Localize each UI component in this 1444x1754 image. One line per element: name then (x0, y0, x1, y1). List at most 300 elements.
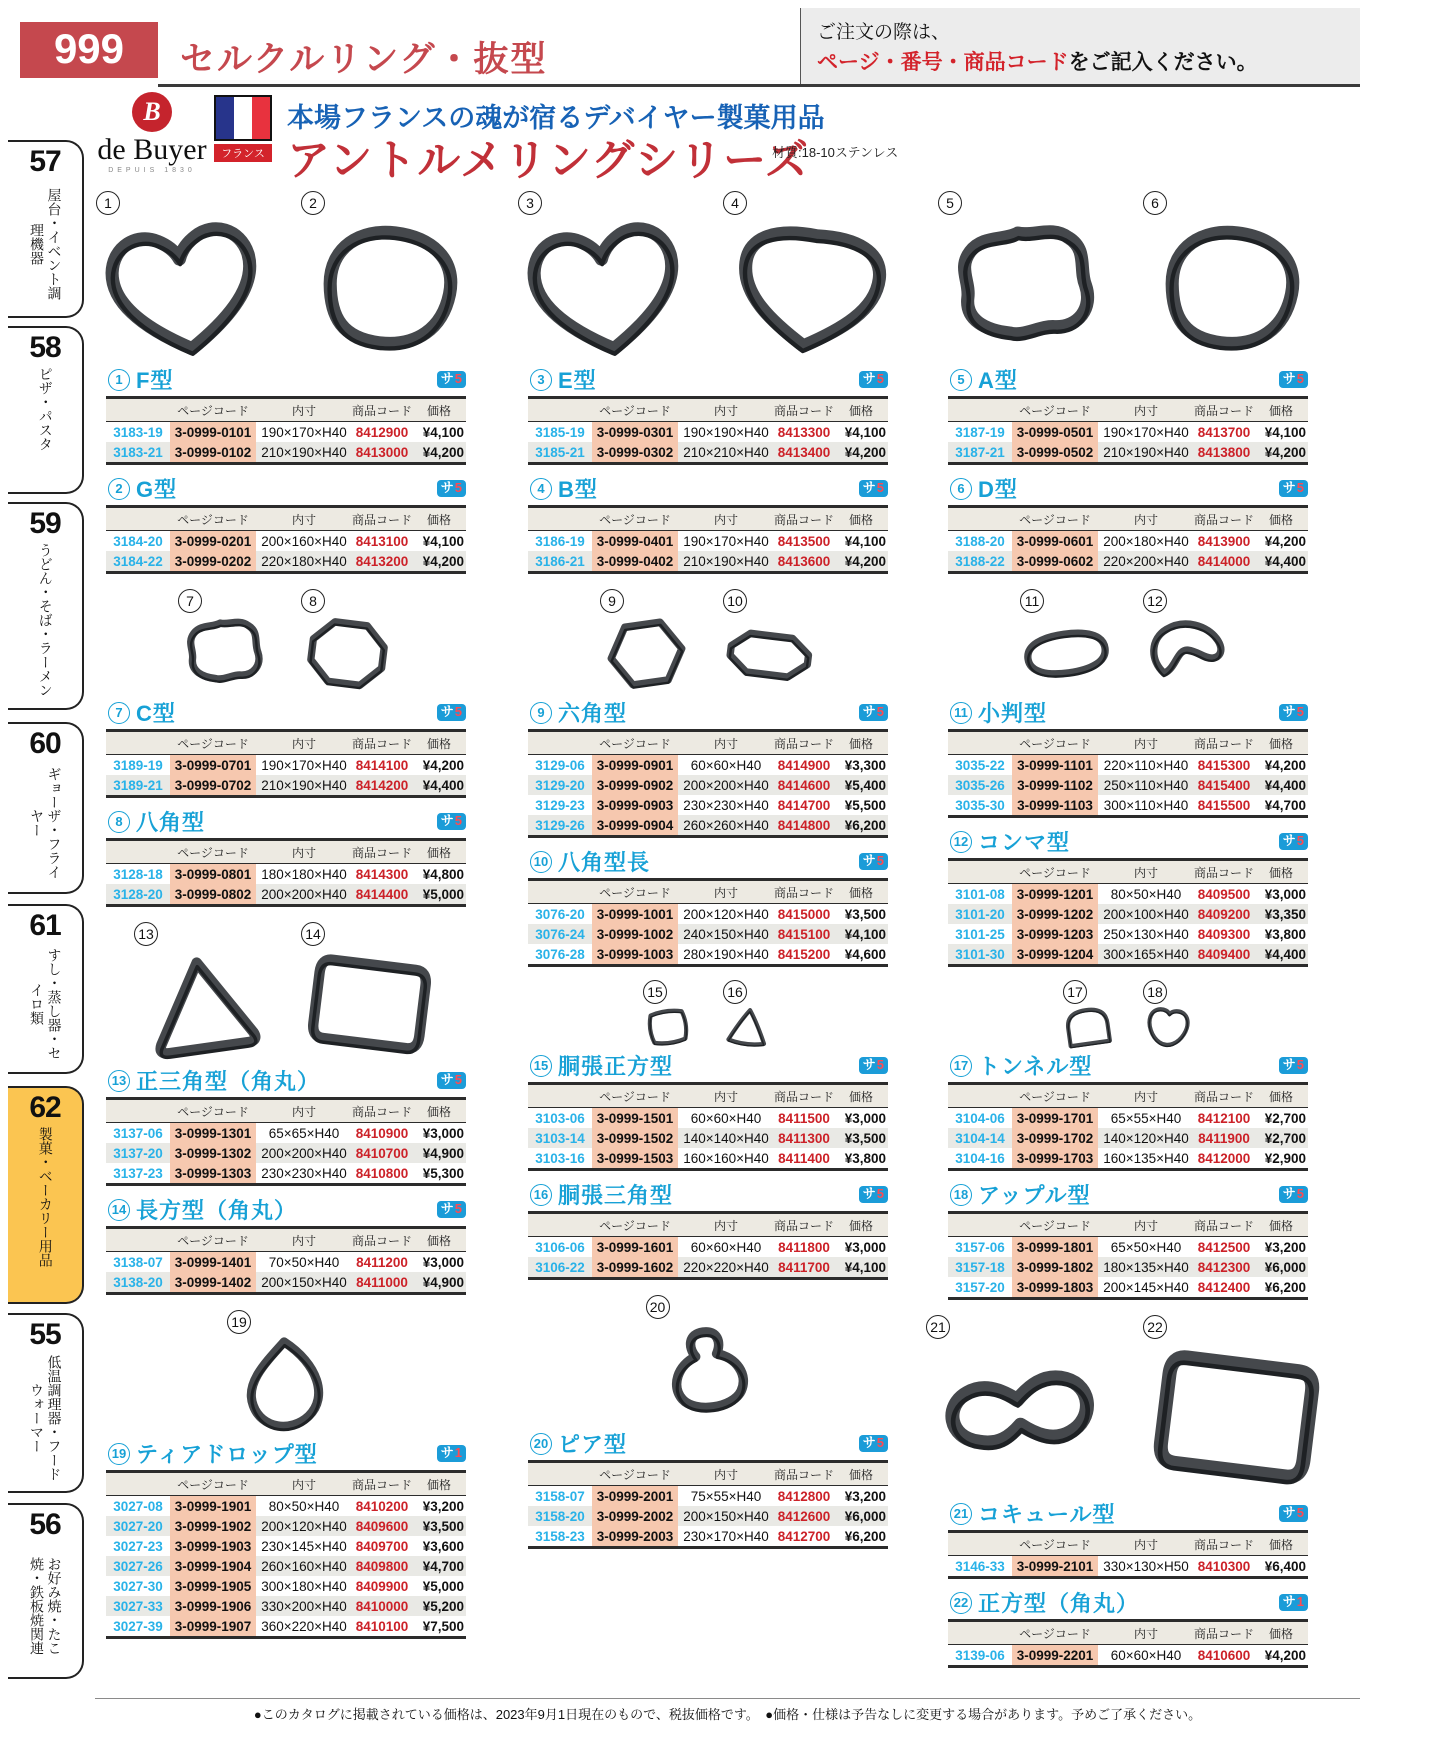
price-cell: ¥4,200 (1264, 757, 1306, 773)
column-header: ページコード (170, 731, 256, 755)
catalog-code-cell: 3158-07 (535, 1488, 585, 1504)
column-header: 商品コード (352, 1099, 412, 1123)
france-flag (214, 95, 272, 162)
catalog-code-cell: 3027-33 (106, 1596, 170, 1616)
product-group-17 (948, 1052, 1308, 1171)
header-spacer (106, 1472, 170, 1496)
order-note-box (800, 8, 1360, 84)
spec-table (106, 1097, 466, 1186)
product-number: 13 (108, 1070, 130, 1092)
category-badge: サ5 (859, 1186, 888, 1203)
page-code-cell: 3-0999-1906 (170, 1596, 256, 1616)
page-code-cell: 3-0999-1703 (1012, 1148, 1098, 1170)
page-code-cell: 3-0999-1501 (592, 1108, 678, 1129)
item-code-cell: 8413700 (1197, 424, 1251, 440)
catalog-code-cell: 3185-21 (528, 442, 592, 464)
product-number: 15 (530, 1055, 552, 1077)
page-code-cell: 3-0999-0702 (170, 775, 256, 797)
heart-ring-icon (83, 203, 285, 373)
item-code-cell: 8415400 (1194, 775, 1254, 795)
price-cell: ¥4,100 (1264, 424, 1306, 440)
category-badge: サ1 (1279, 1594, 1308, 1611)
catalog-code-cell: 3186-19 (535, 533, 585, 549)
product-number: 1 (108, 369, 130, 391)
sidebar-tab-61 (8, 904, 84, 1074)
product-group-1 (106, 366, 466, 465)
category-badge: サ5 (1279, 833, 1308, 850)
column-header: 内寸 (678, 1084, 774, 1108)
spec-row (948, 795, 1308, 817)
inner-size-cell: 200×145×H40 (1103, 1279, 1189, 1295)
catalog-code-cell: 3076-28 (535, 946, 585, 962)
ring-photo-item (934, 191, 1117, 361)
catalog-code-cell: 3027-30 (113, 1578, 163, 1594)
catalog-code-cell: 3104-14 (948, 1128, 1012, 1148)
column-header: 内寸 (1098, 731, 1194, 755)
item-code-cell: 8413300 (777, 424, 831, 440)
item-code-cell: 8413800 (1194, 442, 1254, 464)
brand-name: de Buyer (97, 133, 207, 166)
inner-size-cell: 200×120×H40 (256, 1516, 352, 1536)
category-badge: サ5 (1279, 1186, 1308, 1203)
spec-table (948, 858, 1308, 967)
inner-size-cell: 220×220×H40 (678, 1257, 774, 1279)
product-group-22 (948, 1589, 1308, 1668)
spec-row (106, 775, 466, 797)
sidebar-tab-number: 55 (29, 1318, 61, 1351)
inner-size-cell: 200×120×H40 (683, 906, 769, 922)
spec-row (528, 815, 888, 837)
order-note-line2 (817, 46, 1360, 76)
column-header: ページコード (170, 398, 256, 422)
sidebar-tab-label: ギョーザ・フライヤー (29, 766, 63, 879)
spec-table (528, 878, 888, 967)
column-header: 商品コード (352, 398, 412, 422)
column-header: 価格 (412, 398, 466, 422)
ring-photo-item (174, 589, 275, 694)
inner-size-cell: 220×110×H40 (1103, 757, 1189, 773)
photo-item-number: 2 (301, 191, 325, 215)
product-name: 正方型（角丸） (978, 1591, 1140, 1616)
column-header: 商品コード (774, 731, 834, 755)
product-header (108, 1196, 466, 1223)
inner-size-cell: 200×200×H40 (678, 775, 774, 795)
ring-photo-item (642, 1295, 775, 1425)
spec-row (948, 1148, 1308, 1170)
page-code-cell: 3-0999-1802 (1012, 1257, 1098, 1277)
header-spacer (948, 398, 1012, 422)
column-header: ページコード (1012, 1621, 1098, 1645)
item-code-cell: 8410800 (355, 1165, 409, 1181)
page-code-cell: 3-0999-1904 (170, 1556, 256, 1576)
product-name: 胴張正方型 (558, 1054, 674, 1079)
column-header: 商品コード (352, 731, 412, 755)
price-cell: ¥4,200 (1264, 1647, 1306, 1663)
scallop-ring-icon (169, 606, 280, 700)
column-header: ページコード (170, 840, 256, 864)
page-code-cell: 3-0999-1002 (592, 924, 678, 944)
item-code-cell: 8411900 (1194, 1128, 1254, 1148)
header-spacer (106, 507, 170, 531)
item-code-cell: 8409200 (1194, 904, 1254, 924)
shield-ring-icon (711, 204, 910, 371)
inner-size-cell: 230×145×H40 (261, 1538, 347, 1554)
spec-row (948, 755, 1308, 776)
page-code-cell: 3-0999-1902 (170, 1516, 256, 1536)
product-group-7 (106, 699, 466, 798)
teardrop-ring-icon (217, 1326, 356, 1444)
product-name: ピア型 (558, 1432, 628, 1457)
product-group-13 (106, 1067, 466, 1186)
inner-size-cell: 300×110×H40 (1103, 797, 1189, 813)
price-cell: ¥3,000 (1264, 886, 1306, 902)
product-column-1 (106, 186, 466, 1649)
photo-item-number: 11 (1020, 589, 1044, 613)
spec-row (528, 1237, 888, 1258)
column-header: ページコード (592, 1213, 678, 1237)
item-code-cell: 8410900 (355, 1125, 409, 1141)
inner-size-cell: 330×130×H50 (1103, 1558, 1189, 1574)
column-header: 内寸 (678, 731, 774, 755)
inner-size-cell: 200×200×H40 (256, 1143, 352, 1163)
ring-photo-item (596, 589, 697, 694)
category-badge: サ5 (859, 1435, 888, 1452)
spec-row (528, 775, 888, 795)
product-group-6 (948, 475, 1308, 574)
item-code-cell: 8409500 (1197, 886, 1251, 902)
header-spacer (528, 731, 592, 755)
item-code-cell: 8414600 (774, 775, 834, 795)
sidebar-tab-55 (8, 1313, 84, 1493)
photo-item-number: 18 (1143, 980, 1167, 1004)
product-header (950, 1589, 1308, 1616)
catalog-code-cell: 3129-26 (528, 815, 592, 837)
item-code-cell: 8414400 (352, 884, 412, 906)
product-group-3 (528, 366, 888, 465)
photo-item-number: 4 (723, 191, 747, 215)
item-code-cell: 8412000 (1197, 1150, 1251, 1166)
header-spacer (528, 880, 592, 904)
product-number: 19 (108, 1443, 130, 1465)
page-code-cell: 3-0999-1003 (592, 944, 678, 966)
inner-size-cell: 210×190×H40 (1098, 442, 1194, 464)
item-code-cell: 8409600 (352, 1516, 412, 1536)
spec-row (948, 924, 1308, 944)
spec-row (948, 884, 1308, 905)
page-title: セルクルリング・抜型 (180, 40, 548, 79)
catalog-code-cell: 3138-07 (113, 1254, 163, 1270)
material-note: 材質:18-10ステンレス (772, 145, 899, 160)
column-header: 価格 (834, 1213, 888, 1237)
page-code-cell: 3-0999-1907 (170, 1616, 256, 1638)
order-note-highlight: ページ・番号・商品コード (817, 51, 1069, 74)
spec-row (106, 1496, 466, 1517)
product-number: 10 (530, 851, 552, 873)
inner-size-cell: 210×190×H40 (256, 442, 352, 464)
column-header: 価格 (412, 1472, 466, 1496)
inner-size-cell: 360×220×H40 (261, 1618, 347, 1634)
price-cell: ¥3,500 (412, 1516, 466, 1536)
spec-row (948, 1128, 1308, 1148)
product-header (530, 848, 888, 875)
inner-size-cell: 230×170×H40 (683, 1528, 769, 1544)
spec-table (528, 1460, 888, 1549)
spec-row (106, 422, 466, 443)
price-cell: ¥6,000 (1254, 1257, 1308, 1277)
item-code-cell: 8413100 (355, 533, 409, 549)
item-code-cell: 8414300 (355, 866, 409, 882)
octlong-ring-icon (714, 607, 824, 700)
sidebar-tab-57 (8, 140, 84, 318)
spec-row (528, 904, 888, 925)
page-code-cell: 3-0999-0701 (170, 755, 256, 776)
page-code-cell: 3-0999-1801 (1012, 1237, 1098, 1258)
category-badge: サ5 (1279, 704, 1308, 721)
spec-table (528, 1082, 888, 1171)
column-header: ページコード (170, 1472, 256, 1496)
sidebar-tab-number: 62 (29, 1091, 61, 1124)
column-header: 商品コード (1194, 507, 1254, 531)
sidebar-tab-number: 60 (29, 727, 61, 760)
column-header: 内寸 (678, 1462, 774, 1486)
page-code-cell: 3-0999-0101 (170, 422, 256, 443)
header-spacer (106, 840, 170, 864)
item-code-cell: 8412600 (774, 1506, 834, 1526)
item-code-cell: 8412400 (1197, 1279, 1251, 1295)
column-header: 商品コード (774, 1462, 834, 1486)
spec-table (528, 1211, 888, 1280)
squarebulge-ring-icon (636, 1000, 700, 1054)
product-name: B型 (558, 477, 598, 502)
price-cell: ¥3,800 (844, 1150, 886, 1166)
catalog-code-cell: 3035-22 (955, 757, 1005, 773)
price-cell: ¥3,200 (1264, 1239, 1306, 1255)
price-cell: ¥6,200 (844, 1528, 886, 1544)
product-header (950, 1052, 1308, 1079)
spec-row (948, 944, 1308, 966)
product-name: E型 (558, 368, 597, 393)
column-header: 価格 (412, 731, 466, 755)
spec-table (948, 396, 1308, 465)
price-cell: ¥5,500 (844, 797, 886, 813)
peanut-ring-icon (912, 1326, 1127, 1508)
spec-table (948, 729, 1308, 818)
spec-row (528, 795, 888, 815)
product-name: コンマ型 (978, 830, 1071, 855)
page-code-cell: 3-0999-0302 (592, 442, 678, 464)
price-cell: ¥3,000 (844, 1110, 886, 1126)
product-name: G型 (136, 477, 178, 502)
spec-row (528, 1108, 888, 1129)
product-photo (528, 1290, 888, 1430)
item-code-cell: 8415100 (774, 924, 834, 944)
spec-row (106, 551, 466, 573)
price-cell: ¥4,700 (1264, 797, 1306, 813)
product-name: 八角型長 (558, 850, 651, 875)
product-group-12 (948, 828, 1308, 967)
product-group-21 (948, 1500, 1308, 1579)
column-header: 内寸 (678, 1213, 774, 1237)
item-code-cell: 8410300 (1197, 1558, 1251, 1574)
spec-row (106, 884, 466, 906)
page-code-cell: 3-0999-0602 (1012, 551, 1098, 573)
item-code-cell: 8415000 (777, 906, 831, 922)
inner-size-cell: 75×55×H40 (690, 1488, 762, 1504)
inner-size-cell: 250×130×H40 (1103, 926, 1189, 942)
catalog-code-cell: 3187-19 (955, 424, 1005, 440)
column-header: 商品コード (1194, 398, 1254, 422)
price-cell: ¥4,100 (834, 1257, 888, 1279)
column-header: 価格 (412, 507, 466, 531)
price-cell: ¥3,200 (422, 1498, 464, 1514)
item-code-cell: 8411500 (778, 1110, 830, 1126)
product-number: 16 (530, 1184, 552, 1206)
catalog-code-cell: 3027-39 (113, 1618, 163, 1634)
price-cell: ¥3,200 (844, 1488, 886, 1504)
catalog-code-cell: 3101-25 (955, 926, 1005, 942)
inner-size-cell: 260×260×H40 (678, 815, 774, 837)
item-code-cell: 8411400 (778, 1150, 830, 1166)
spec-row (106, 1616, 466, 1638)
item-code-cell: 8415500 (1197, 797, 1251, 813)
product-group-9 (528, 699, 888, 838)
page-code-cell: 3-0999-1502 (592, 1128, 678, 1148)
inner-size-cell: 300×165×H40 (1098, 944, 1194, 966)
header-spacer (528, 1084, 592, 1108)
product-header (108, 699, 466, 726)
catalog-code-cell: 3183-21 (106, 442, 170, 464)
product-header (950, 366, 1308, 393)
price-cell: ¥3,800 (1264, 926, 1306, 942)
column-header: ページコード (592, 1462, 678, 1486)
page-code-cell: 3-0999-1702 (1012, 1128, 1098, 1148)
header-spacer (528, 398, 592, 422)
column-header: ページコード (592, 880, 678, 904)
spec-row (948, 442, 1308, 464)
catalog-code-cell: 3186-21 (528, 551, 592, 573)
octagon-ring-icon (292, 607, 402, 700)
product-header (950, 475, 1308, 502)
sidebar-tab-label: うどん・そば・ラーメン (37, 543, 54, 697)
item-code-cell: 8413900 (1197, 533, 1251, 549)
header-spacer (528, 507, 592, 531)
price-cell: ¥4,900 (412, 1272, 466, 1294)
product-number: 21 (950, 1503, 972, 1525)
price-cell: ¥4,900 (412, 1143, 466, 1163)
price-cell: ¥3,000 (844, 1239, 886, 1255)
catalog-code-cell: 3146-33 (955, 1558, 1005, 1574)
catalog-code-cell: 3027-26 (106, 1556, 170, 1576)
sidebar-tab-label: 製菓・ベーカリー用品 (37, 1127, 54, 1267)
item-code-cell: 8413600 (774, 551, 834, 573)
item-code-cell: 8411700 (774, 1257, 834, 1279)
price-cell: ¥4,100 (422, 533, 464, 549)
column-header: ページコード (1012, 398, 1098, 422)
header-spacer (948, 1532, 1012, 1556)
column-header: 内寸 (1098, 507, 1194, 531)
column-header: 内寸 (256, 507, 352, 531)
price-cell: ¥4,600 (844, 946, 886, 962)
column-header: 価格 (834, 731, 888, 755)
item-code-cell: 8413200 (352, 551, 412, 573)
product-number: 6 (950, 478, 972, 500)
spec-table (106, 1226, 466, 1295)
category-badge: サ5 (859, 480, 888, 497)
footer-note: ●このカタログに掲載されている価格は、2023年9月1日現在のもので、税抜価格です。 ●価格・仕様は予告なしに変更する場合があります。予めご了承ください。 (95, 1698, 1360, 1723)
catalog-code-cell: 3076-20 (535, 906, 585, 922)
sidebar-tab-number: 61 (29, 909, 61, 942)
page-code-cell: 3-0999-1503 (592, 1148, 678, 1170)
category-badge: サ5 (859, 1057, 888, 1074)
column-header: 内寸 (1098, 1213, 1194, 1237)
catalog-code-cell: 3128-20 (106, 884, 170, 906)
column-header: 内寸 (256, 398, 352, 422)
product-header (108, 1440, 466, 1467)
page-code-cell: 3-0999-1601 (592, 1237, 678, 1258)
item-code-cell: 8410700 (352, 1143, 412, 1163)
photo-item-number: 15 (643, 980, 667, 1004)
item-code-cell: 8414900 (777, 757, 831, 773)
spec-table (106, 729, 466, 798)
page-code-cell: 3-0999-1203 (1012, 924, 1098, 944)
header-spacer (948, 507, 1012, 531)
order-note-line1: ご注文の際は、 (817, 22, 951, 43)
page-code-cell: 3-0999-2101 (1012, 1556, 1098, 1578)
price-cell: ¥3,500 (844, 906, 886, 922)
header-spacer (106, 1228, 170, 1252)
price-cell: ¥4,200 (834, 442, 888, 464)
header-spacer (948, 1621, 1012, 1645)
photo-item-number: 13 (134, 922, 158, 946)
price-cell: ¥4,400 (412, 775, 466, 797)
item-code-cell: 8415200 (777, 946, 831, 962)
inner-size-cell: 190×170×H40 (683, 533, 769, 549)
sidebar-tab-label: 低温調理器・フードウォーマー (29, 1354, 63, 1481)
product-group-5 (948, 366, 1308, 465)
column-header: ページコード (170, 507, 256, 531)
inner-size-cell: 210×190×H40 (678, 551, 774, 573)
photo-item-number: 21 (926, 1315, 950, 1339)
spec-row (528, 1506, 888, 1526)
column-header: ページコード (1012, 860, 1098, 884)
inner-size-cell: 65×65×H40 (268, 1125, 340, 1141)
product-header (950, 828, 1308, 855)
catalog-code-cell: 3188-20 (955, 533, 1005, 549)
column-header: 商品コード (1194, 1532, 1254, 1556)
photo-item-number: 14 (301, 922, 325, 946)
category-badge: サ5 (437, 704, 466, 721)
sidebar-tab-label: すし・蒸し器・セイロ類 (29, 947, 63, 1060)
price-cell: ¥6,400 (1264, 1558, 1306, 1574)
category-badge: サ1 (437, 1445, 466, 1462)
page-code-cell: 3-0999-1202 (1012, 904, 1098, 924)
photo-item-number: 9 (600, 589, 624, 613)
inner-size-cell: 190×170×H40 (261, 757, 347, 773)
price-cell: ¥4,800 (422, 866, 464, 882)
product-header (530, 1052, 888, 1079)
price-cell: ¥3,500 (834, 1128, 888, 1148)
catalog-code-cell: 3189-19 (113, 757, 163, 773)
item-code-cell: 8411000 (352, 1272, 412, 1294)
catalog-code-cell: 3139-06 (955, 1647, 1005, 1663)
column-header: 商品コード (352, 840, 412, 864)
item-code-cell: 8411200 (356, 1254, 408, 1270)
catalog-code-cell: 3101-30 (948, 944, 1012, 966)
price-cell: ¥6,200 (834, 815, 888, 837)
photo-item-number: 19 (227, 1310, 251, 1334)
category-badge: サ5 (1279, 480, 1308, 497)
catalog-code-cell: 3158-23 (535, 1528, 585, 1544)
